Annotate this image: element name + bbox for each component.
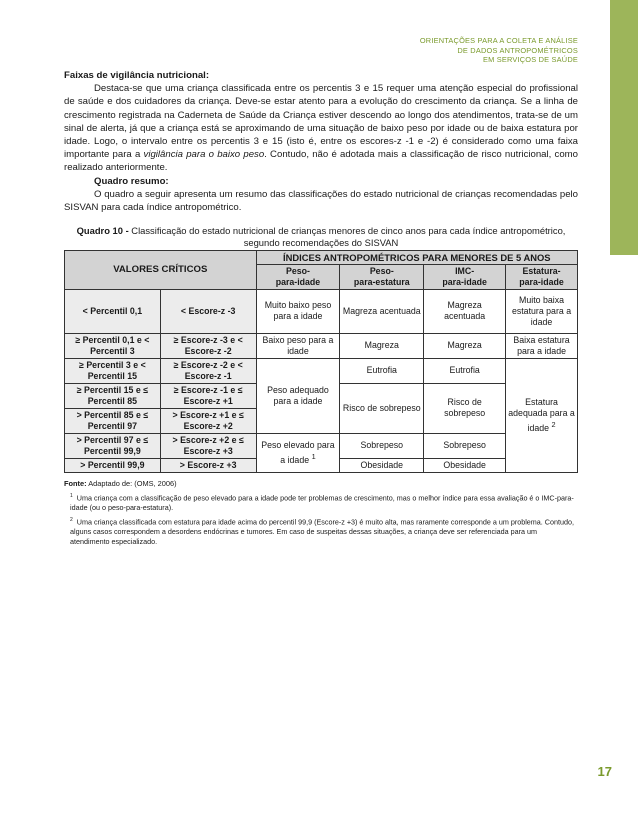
table-source xyxy=(64,479,578,489)
cell-percentil: ≥ Percentil 3 e < Percentil 15 xyxy=(65,358,161,383)
paragraph-emphasis: vigilância para o baixo peso xyxy=(143,149,265,161)
peso-elevado-text: Peso elevado para a idade xyxy=(261,439,335,465)
paragraph-text-end: . Contudo, não é adotada mais a classificação de risco nutricional, como realizado anteriormente. xyxy=(64,149,578,174)
cell-escore: ≥ Escore-z -2 e < Escore-z -1 xyxy=(160,358,256,383)
footnote-ref-2: 2 xyxy=(551,419,556,429)
cell-peso-estatura: Obesidade xyxy=(340,458,424,472)
cell-escore: ≥ Escore-z -3 e < Escore-z -2 xyxy=(160,333,256,358)
footnote-1-text: Uma criança com a classificação de peso elevado para a idade pode ter problemas de crescimento, mas o melhor índice para essa avaliação é o IMC-para-idade (ou o peso-para-estatura). xyxy=(70,493,574,513)
cell-escore: ≥ Escore-z -1 e ≤ Escore-z +1 xyxy=(160,383,256,408)
footnote-2-number: 2 xyxy=(70,517,73,524)
resumo-title: Quadro resumo: xyxy=(94,175,169,187)
table-caption xyxy=(64,225,578,249)
cell-peso-idade: Peso adequado para a idade xyxy=(256,358,340,433)
cell-escore: > Escore-z +3 xyxy=(160,458,256,472)
source-text: Adaptado de: (OMS, 2006) xyxy=(86,478,177,488)
paragraph-resumo: O quadro a seguir apresenta um resumo das classificações do estado nutricional de crianças recomendadas pelo SISVAN para cada índice antropométrico. xyxy=(64,188,578,214)
cell-imc-idade: Magreza acentuada xyxy=(424,289,506,333)
cell-peso-idade: Muito baixo peso para a idade xyxy=(256,289,340,333)
cell-imc-idade: Obesidade xyxy=(424,458,506,472)
cell-estatura-idade: Muito baixa estatura para a idade xyxy=(506,289,578,333)
nutrition-classification-table xyxy=(64,250,578,473)
running-header xyxy=(318,36,578,65)
header-peso-idade: Peso- para-idade xyxy=(256,264,340,289)
page-content xyxy=(64,69,578,547)
paragraph-text: Destaca-se que uma criança classificada entre os percentis 3 e 15 requer uma atenção especial do profissional de saúde e dos cuidadores da criança. Deve-se estar atento para a evolução do crescimento da criança. Se a linha de crescimento registrada na Caderneta de Saúde da Criança estiver descendo ao longo dos atendimentos, trata-se de um sinal de alerta, já que a criança está se aproximando de uma situação de baixo peso por idade ou de baixa estatura por idade. Logo, o intervalo entre os percentis 3 e 15 (isto é, entre os escores-z -1 e -2) é considerado como uma faixa importante para a xyxy=(64,83,578,161)
footnote-1 xyxy=(64,491,578,513)
estatura-adequada-text: Estatura adequada para a idade xyxy=(508,396,575,433)
cell-percentil: ≥ Percentil 15 e ≤ Percentil 85 xyxy=(65,383,161,408)
cell-escore: > Escore-z +2 e ≤ Escore-z +3 xyxy=(160,433,256,458)
caption-label: Quadro 10 - xyxy=(76,225,129,237)
footnote-2 xyxy=(64,515,578,547)
cell-imc-idade: Sobrepeso xyxy=(424,433,506,458)
cell-peso-estatura: Magreza xyxy=(340,333,424,358)
cell-percentil: > Percentil 85 e ≤ Percentil 97 xyxy=(65,408,161,433)
footnote-2-text: Uma criança classificada com estatura para idade acima do percentil 99,9 (Escore-z +3) é muito alta, mas raramente corresponde a um problema. Contudo, alguns casos correspondem a desordens endócrinas e tumores. Em caso de suspeitas dessas situações, a criança deve ser referenciada para um atendimento especializado. xyxy=(70,517,574,547)
cell-imc-idade: Risco de sobrepeso xyxy=(424,383,506,433)
section-title: Faixas de vigilância nutricional: xyxy=(64,70,210,81)
footnote-1-number: 1 xyxy=(70,492,73,499)
header-line-1: ORIENTAÇÕES PARA A COLETA E ANÁLISE xyxy=(419,36,578,45)
header-indices: ÍNDICES ANTROPOMÉTRICOS PARA MENORES DE 5 ANOS xyxy=(256,250,577,264)
cell-peso-estatura: Magreza acentuada xyxy=(340,289,424,333)
footnote-ref-1: 1 xyxy=(311,451,316,461)
header-imc-idade: IMC- para-idade xyxy=(424,264,506,289)
cell-percentil: ≥ Percentil 0,1 e < Percentil 3 xyxy=(65,333,161,358)
header-peso-estatura: Peso- para-estatura xyxy=(340,264,424,289)
header-valores-criticos: VALORES CRÍTICOS xyxy=(65,250,257,289)
cell-escore: > Escore-z +1 e ≤ Escore-z +2 xyxy=(160,408,256,433)
page-number: 17 xyxy=(597,764,612,779)
cell-peso-idade xyxy=(256,433,340,472)
cell-peso-idade: Baixo peso para a idade xyxy=(256,333,340,358)
cell-escore: < Escore-z -3 xyxy=(160,289,256,333)
paragraph-vigilancia xyxy=(64,82,578,174)
cell-percentil: > Percentil 97 e ≤ Percentil 99,9 xyxy=(65,433,161,458)
cell-peso-estatura: Sobrepeso xyxy=(340,433,424,458)
cell-estatura-idade: Baixa estatura para a idade xyxy=(506,333,578,358)
cell-peso-estatura: Risco de sobrepeso xyxy=(340,383,424,433)
caption-text: Classificação do estado nutricional de crianças menores de cinco anos para cada índice antropométrico, segundo recomendações do SISVAN xyxy=(128,225,566,249)
source-label: Fonte: xyxy=(64,478,87,488)
cell-percentil: > Percentil 99,9 xyxy=(65,458,161,472)
cell-imc-idade: Eutrofia xyxy=(424,358,506,383)
cell-estatura-idade xyxy=(506,358,578,472)
header-estatura-idade: Estatura- para-idade xyxy=(506,264,578,289)
cell-percentil: < Percentil 0,1 xyxy=(65,289,161,333)
header-line-2: DE DADOS ANTROPOMÉTRICOS xyxy=(457,45,578,55)
cell-imc-idade: Magreza xyxy=(424,333,506,358)
cell-peso-estatura: Eutrofia xyxy=(340,358,424,383)
side-color-tab xyxy=(610,0,638,255)
header-line-3: EM SERVIÇOS DE SAÚDE xyxy=(482,55,578,64)
